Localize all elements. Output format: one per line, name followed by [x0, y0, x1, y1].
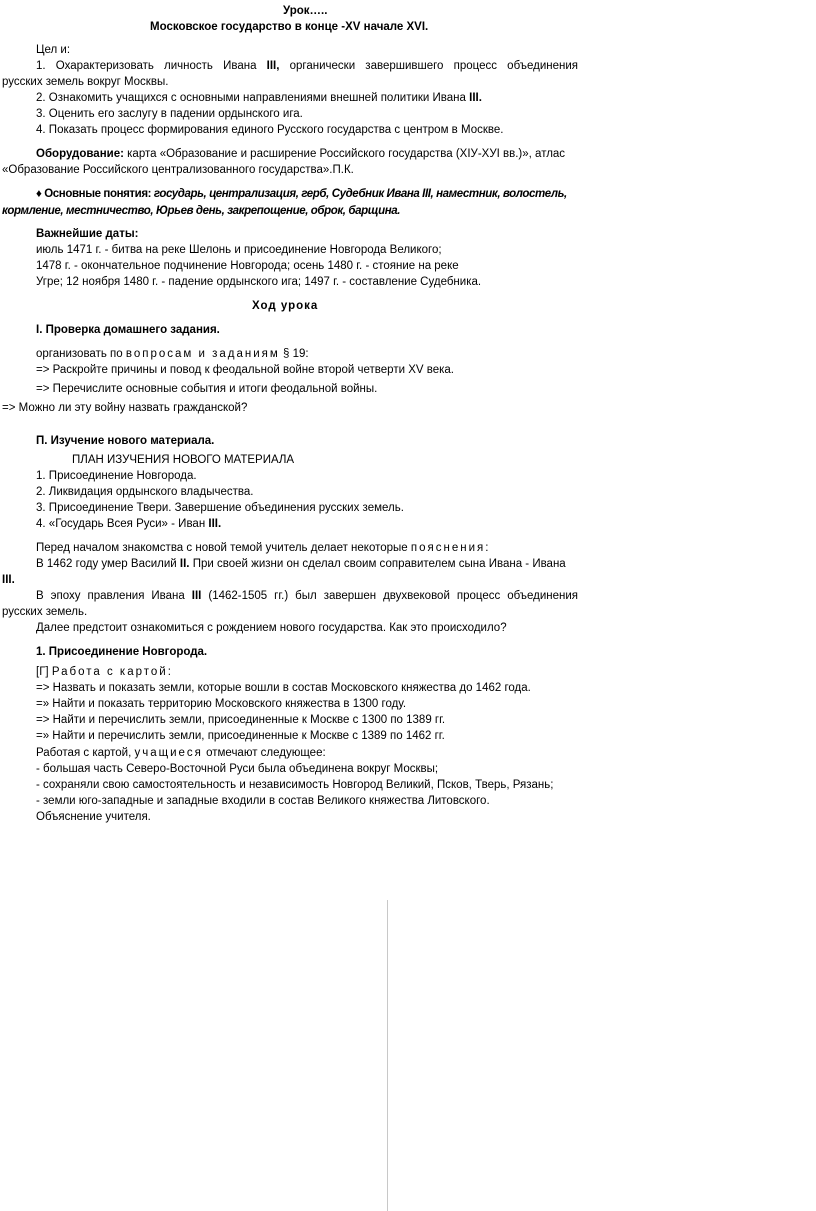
- diamond-bullet-icon: ♦: [36, 188, 42, 200]
- work-post: отмечают следующее:: [206, 747, 326, 759]
- goal-text: Показать процесс формирования единого Русского государства с центром в Москве.: [48, 124, 504, 136]
- map-task: => Найти и перечислить земли, присоединенные к Москве с 1300 по 1389 гг.: [36, 714, 446, 726]
- note-item: - сохраняли свою самостоятельность и независимость Новгород Великий, Псков, Тверь, Рязань;: [36, 779, 554, 791]
- question-item: => Перечислите основные события и итоги феодальной войны.: [36, 383, 378, 395]
- intro-spaced: пояснения:: [410, 542, 491, 554]
- course-title: Ход урока: [252, 300, 319, 312]
- map-work-marker: [Г]: [36, 666, 49, 678]
- map-task: =» Найти и показать территорию Московского княжества в 1300 году.: [36, 698, 407, 710]
- goal-rest: органически завершившего процесс объединения: [289, 60, 578, 72]
- paragraph-text: В 1462 году умер Василий: [36, 558, 177, 570]
- goal-bold: III.: [469, 92, 482, 104]
- goal-item-2: [36, 90, 482, 106]
- paragraph-1-line-2: III.: [2, 574, 15, 586]
- work-pre: Работая с картой,: [36, 747, 132, 759]
- novgorod-title: 1. Присоединение Новгорода.: [36, 646, 208, 658]
- paragraph-text: При своей жизни он сделал своим соправителем сына Ивана - Ивана: [192, 558, 566, 570]
- goals-label: Цел и:: [36, 44, 71, 56]
- map-work-spaced: Работа с картой:: [51, 666, 173, 678]
- note-item: - большая часть Северо-Восточной Руси была объединена вокруг Москвы;: [36, 763, 439, 775]
- concepts-line-1: [36, 186, 567, 202]
- note-item: - земли юго-западные и западные входили в состав Великого княжества Литовского.: [36, 795, 490, 807]
- paragraph-text: В эпоху правления Ивана: [36, 590, 185, 602]
- goal-number: 1.: [36, 60, 46, 72]
- map-work-line: [36, 664, 173, 680]
- goal-text: Оценить его заслугу в падении ордынского ига.: [48, 108, 303, 120]
- equipment-line-2: «Образование Российского централизованного государства».П.К.: [2, 164, 354, 176]
- paragraph-2-line-1: [36, 588, 578, 604]
- plan-title: ПЛАН ИЗУЧЕНИЯ НОВОГО МАТЕРИАЛА: [72, 454, 295, 466]
- organize-pre: организовать по: [36, 348, 123, 360]
- goal-item-4: [36, 122, 503, 138]
- dates-label: Важнейшие даты:: [36, 228, 139, 240]
- map-task: => Назвать и показать земли, которые вошли в состав Московского княжества до 1462 года.: [36, 682, 531, 694]
- organize-line: [36, 346, 309, 362]
- goal-item-1-continuation: русских земель вокруг Москвы.: [2, 76, 169, 88]
- goal-bold: III,: [266, 60, 280, 72]
- plan-item-1: [36, 468, 197, 484]
- map-task: =» Найти и перечислить земли, присоединенные к Москве с 1389 по 1462 гг.: [36, 730, 445, 742]
- goal-number: 4.: [36, 124, 46, 136]
- paragraph-3: Далее предстоит ознакомиться с рождением нового государства. Как это происходило?: [36, 622, 507, 634]
- paragraph-1-line-1: [36, 556, 566, 572]
- question-item: => Можно ли эту войну назвать гражданской?: [2, 402, 248, 414]
- plan-number: 3.: [36, 502, 46, 514]
- concepts-label: Основные понятия:: [44, 188, 152, 200]
- goal-number: 3.: [36, 108, 46, 120]
- plan-number: 1.: [36, 470, 46, 482]
- goal-text: Охарактеризовать личность Ивана: [55, 60, 257, 72]
- plan-item-4: [36, 516, 221, 532]
- question-item: => Раскройте причины и повод к феодальной войне второй четверти XV века.: [36, 364, 454, 376]
- organize-spaced: вопросам и заданиям: [125, 348, 280, 360]
- concepts-line-2: кормление, местничество, Юрьев день, закрепощение, оброк, барщина.: [2, 205, 401, 217]
- plan-text: Присоединение Новгорода.: [48, 470, 197, 482]
- lesson-title: Московское государство в конце -XV начале XVI.: [150, 21, 429, 33]
- organize-post: § 19:: [283, 348, 309, 360]
- plan-item-2: [36, 484, 253, 500]
- intro-line: [36, 540, 490, 556]
- paragraph-bold: III: [191, 590, 202, 602]
- goal-number: 2.: [36, 92, 46, 104]
- plan-bold: III.: [208, 518, 222, 530]
- intro-pre: Перед началом знакомства с новой темой учитель делает некоторые: [36, 542, 408, 554]
- paragraph-2-line-2: русских земель.: [2, 606, 88, 618]
- goal-item-3: [36, 106, 303, 122]
- equipment-line-1: [36, 146, 565, 162]
- concepts-terms: государь, централизация, герб, Судебник Ивана III, наместник, волостель,: [153, 188, 567, 200]
- goal-item-1: [36, 58, 578, 74]
- paragraph-bold: II.: [179, 558, 190, 570]
- plan-item-3: [36, 500, 404, 516]
- teacher-explanation: Объяснение учителя.: [36, 811, 151, 823]
- plan-number: 2.: [36, 486, 46, 498]
- plan-number: 4.: [36, 518, 46, 530]
- equipment-label: Оборудование:: [36, 148, 124, 160]
- equipment-text: карта «Образование и расширение Российского государства (ХIУ-ХУI вв.)», атлас: [127, 148, 566, 160]
- section-1-title: I. Проверка домашнего задания.: [36, 324, 220, 336]
- date-line: июль 1471 г. - битва на реке Шелонь и присоединение Новгорода Великого;: [36, 244, 442, 256]
- work-spaced: учащиеся: [134, 747, 203, 759]
- goal-text: Ознакомить учащихся с основными направлениями внешней политики Ивана: [48, 92, 466, 104]
- work-line: [36, 745, 326, 761]
- plan-text: «Государь Всея Руси» - Иван: [48, 518, 206, 530]
- plan-text: Ликвидация ордынского владычества.: [48, 486, 254, 498]
- paragraph-text: (1462-1505 гг.) был завершен двухвековой процесс объединения: [208, 590, 579, 602]
- date-line: 1478 г. - окончательное подчинение Новгорода; осень 1480 г. - стояние на реке: [36, 260, 459, 272]
- date-line: Угре; 12 ноября 1480 г. - падение ордынского ига; 1497 г. - составление Судебника.: [36, 276, 482, 288]
- plan-text: Присоединение Твери. Завершение объединения русских земель.: [48, 502, 404, 514]
- section-2-title: П. Изучение нового материала.: [36, 435, 215, 447]
- vertical-divider-line: [387, 900, 388, 1211]
- lesson-label: Урок…..: [283, 5, 328, 17]
